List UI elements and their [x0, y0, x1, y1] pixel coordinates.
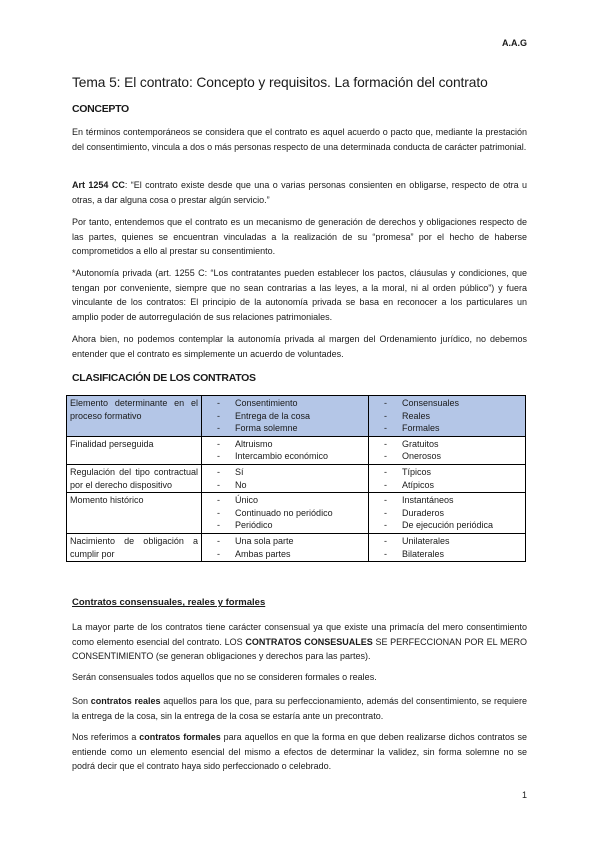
list-item: - Único	[205, 494, 365, 507]
list-item: - Onerosos	[372, 450, 522, 463]
list-item: - Entrega de la cosa	[205, 410, 365, 423]
list-item: - Continuado no periódico	[205, 507, 365, 520]
table-cell-types	[369, 533, 526, 561]
table-row	[67, 493, 526, 534]
paragraph-reales	[72, 694, 527, 723]
paragraph-text: Ahora bien, no podemos contemplar la autonomía privada al margen del Ordenamiento jurídico, no debemos entender que el contrato es simplemente un acuerdo de voluntades.	[72, 334, 527, 359]
list-item: - Sí	[205, 466, 365, 479]
paragraph-art-1254	[72, 178, 527, 207]
list-item: - Típicos	[372, 466, 522, 479]
paragraph-text: En términos contemporáneos se considera que el contrato es aquel acuerdo o pacto que, mediante la prestación del consentimiento, vincula a dos o más personas respecto de una determinada conducta de carácter patrimonial.	[72, 127, 527, 152]
list-item: - Instantáneos	[372, 494, 522, 507]
paragraph-por-tanto	[72, 215, 527, 259]
list-item: - Altruismo	[205, 438, 365, 451]
list-item: - Atípicos	[372, 479, 522, 492]
bold-term: contratos reales	[90, 696, 161, 706]
paragraph-text: Nos referimos a	[72, 732, 140, 742]
list-item: - De ejecución periódica	[372, 519, 522, 532]
paragraph-text: *Autonomía privada (art. 1255 C: “Los contratantes pueden establecer los pactos, cláusulas y condiciones, que tengan por conveniente, siempre que no sean contrarias a las leyes, a la moral, ni al orden público”) y fuera vinculante de los contratos: El principio de la autonomía privada se basa en reconocer a los particulares un amplio poder de autorregulación de sus relaciones patrimoniales.	[72, 268, 527, 322]
bold-term: contratos formales	[139, 732, 221, 742]
list-item: - No	[205, 479, 365, 492]
paragraph-consensuales-resto	[72, 670, 527, 685]
table-cell-criterion: Nacimiento de obligación a cumplir por	[67, 533, 202, 561]
list-item: - Consensuales	[372, 397, 522, 410]
table-cell-types	[369, 493, 526, 534]
table-cell-options	[202, 493, 369, 534]
table-cell-options	[202, 464, 369, 492]
table-row	[67, 396, 526, 437]
paragraph-autonomia-privada	[72, 266, 527, 324]
list-item: - Reales	[372, 410, 522, 423]
table-cell-criterion: Regulación del tipo contractual por el derecho dispositivo	[67, 464, 202, 492]
table-cell-criterion: Momento histórico	[67, 493, 202, 534]
table-cell-criterion: Elemento determinante en el proceso formativo	[67, 396, 202, 437]
article-quote: : “El contrato existe desde que una o varias personas consienten en obligarse, respecto de otra u otras, a dar alguna cosa o prestar algún servicio.”	[72, 180, 527, 205]
paragraph-definicion	[72, 125, 527, 154]
table-cell-types	[369, 464, 526, 492]
list-item: - Unilaterales	[372, 535, 522, 548]
table-cell-criterion: Finalidad perseguida	[67, 436, 202, 464]
table-row	[67, 533, 526, 561]
paragraph-text: SE PERFECCIONAN POR EL MERO CONSENTIMIENTO (se generan obligaciones y derechos para las partes).	[72, 636, 527, 661]
subsection-heading-consensuales: Contratos consensuales, reales y formales	[72, 597, 266, 608]
table-cell-options	[202, 396, 369, 437]
paragraph-formales	[72, 730, 527, 774]
table-cell-options	[202, 436, 369, 464]
list-item: - Periódico	[205, 519, 365, 532]
table-cell-types	[369, 396, 526, 437]
section-heading-concepto: CONCEPTO	[72, 103, 129, 115]
paragraph-ahora-bien	[72, 332, 527, 361]
list-item: - Una sola parte	[205, 535, 365, 548]
paragraph-text: aquellos para los que, para su perfeccionamiento, además del consentimiento, se requiere la entrega de la cosa, sin la entrega de la cosa se estaría ante un precontrato.	[72, 696, 528, 721]
list-item: - Bilaterales	[372, 548, 522, 561]
list-item: - Consentimiento	[205, 397, 365, 410]
section-heading-clasificacion: CLASIFICACIÓN DE LOS CONTRATOS	[72, 372, 256, 384]
list-item: - Duraderos	[372, 507, 522, 520]
table-cell-types	[369, 436, 526, 464]
paragraph-consensuales	[72, 620, 527, 664]
table-cell-options	[202, 533, 369, 561]
page-number: 1	[521, 790, 527, 800]
paragraph-text: Son	[72, 696, 91, 706]
bold-term: CONTRATOS CONSESUALES	[245, 636, 373, 647]
list-item: - Ambas partes	[205, 548, 365, 561]
table-row	[67, 464, 526, 492]
paragraph-text: La mayor parte de los contratos tiene carácter consensual ya que existe una primacía del mero consentimiento como elemento esencial del contrato. LOS	[72, 622, 527, 647]
author-initials: A.A.G	[501, 38, 527, 48]
list-item: - Gratuitos	[372, 438, 522, 451]
table-row	[67, 436, 526, 464]
paragraph-text: Por tanto, entendemos que el contrato es un mecanismo de generación de derechos y obligaciones respecto de las partes, quienes se encuentran vinculadas a la realización de su “promesa” por el hecho de haberse comprometidos a ello al prestar su consentimiento.	[72, 217, 527, 256]
page-title: Tema 5: El contrato: Concepto y requisitos. La formación del contrato	[72, 75, 488, 90]
article-reference: Art 1254 CC	[72, 180, 125, 190]
list-item: - Intercambio económico	[205, 450, 365, 463]
paragraph-text: Serán consensuales todos aquellos que no se consideren formales o reales.	[72, 672, 377, 682]
paragraph-text: para aquellos en que la forma en que deben realizarse dichos contratos se entiende como un elemento esencial del mismo a efectos de determinar la validez, sin forma solemne no se podrá decir que el contrato haya sido perfeccionado o celebrado.	[72, 732, 527, 771]
list-item: - Forma solemne	[205, 422, 365, 435]
classification-table	[66, 395, 526, 562]
list-item: - Formales	[372, 422, 522, 435]
